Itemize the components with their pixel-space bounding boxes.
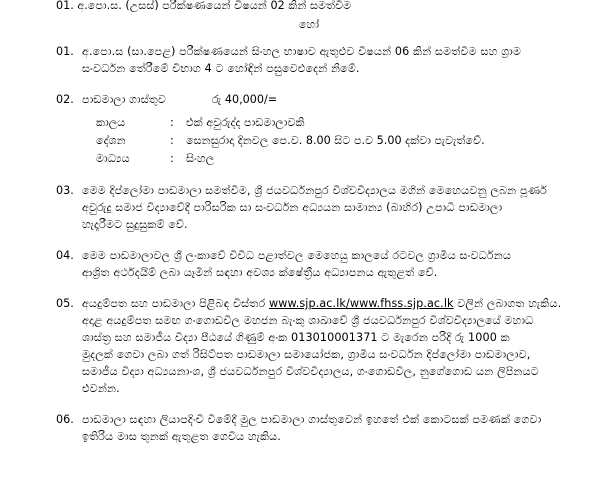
clause-04-line-2: ආශ්‍රිත අර්ථදයිම් ලබා යෑමින් සඳහා අවශ්‍ය ක්ෂේත්‍රීය අධ්‍යාපනය ඇතුළත් වේ. [82, 266, 438, 279]
clause-05-line-4: මුදලක් ගෙවා ලබා ගත් රිසිට්පත පාඩමාලා සමායෝජක, ග්‍රාමීය සංවර්ධන දිප්ලෝමා පාඩමාලාව, [82, 348, 531, 361]
clause-03-number: 03. [56, 184, 74, 197]
table-row [96, 132, 485, 150]
clause-03 [56, 182, 562, 233]
clause-04 [56, 247, 562, 281]
clause-06-line-2: ඉතිරිය මාස තුනක් ඇතුළත ගෙවිය හැකිය. [82, 430, 281, 443]
clause-01-line-1: අ.පො.ස (සා.පෙළ) පරීක්ෂණයෙන් සිංහල භාෂාව ඇතුළුව විෂයන් 06 කින් සමත්වීම සහ ග්‍රාම [82, 45, 522, 58]
clause-01-text [82, 43, 562, 77]
clause-01-line-2: සංවර්ධන තේරීමේ විභාග 4 ට හෝඳින් පසුවෙළුදෙන් නිමේ. [82, 62, 360, 75]
clause-06-line-1: පාඩමාලා සඳහා ලියාපදිංචි වීමේදී මුල පාඩමාලා ගාස්තුවෙන් ඉහතේ එක් කොටසක් පමණක් ගෙවා [82, 413, 542, 426]
course-fee-amount: 40,000/= [224, 93, 278, 106]
clause-03-line-3: හැදෑරීමට සුදුසුකම් වේ. [82, 218, 188, 231]
detail-key-lectures: දේශන [96, 134, 126, 147]
course-details-table [96, 114, 485, 168]
clause-02-text [82, 91, 562, 108]
detail-key-medium: මාධ්‍යය [96, 152, 130, 165]
detail-value-duration: එක් අවුරුද්ද පාඩමාලාවකි [186, 116, 305, 129]
table-row [96, 114, 485, 132]
clause-04-line-1: මෙම පාඩමාලාවල ශ්‍රී ලංකාවේ විවිධ පළාත්වල මෙහෙයු කාලයේ රටවල ග්‍රාමීය සංවර්ධනය [82, 249, 512, 262]
clause-05 [56, 295, 562, 397]
clause-06 [56, 411, 562, 445]
course-fee-row [82, 91, 562, 108]
website-link[interactable]: www.sjp.ac.lk/www.fhss.sjp.ac.lk [268, 297, 454, 310]
course-fee-label: පාඩමාලා ගාස්තුව [82, 93, 166, 106]
clause-05-line-2: අදාළ අයදුම්පත සමඟ ගංගොඩවිල මහජන බැංකු ශාඛාවේ ශ්‍රී ජයවර්ධනපුර විශ්වවිද්‍යාලයේ මහාධ [82, 314, 534, 327]
detail-colon-medium: : [170, 152, 174, 165]
clause-05-line-5: සමාජීය විද්‍යා අධ්‍යයනාංශ, ශ්‍රී ජයවර්ධනපුර විශ්වවිද්‍යාලය, ගංගොඩවිල, නුගේගොඩ යන ලිපිනයට [82, 365, 539, 378]
table-row [96, 150, 485, 168]
currency-label: රු [211, 93, 222, 106]
clause-06-number: 06. [56, 413, 74, 426]
detail-colon-duration: : [170, 116, 174, 129]
clause-05-number: 05. [56, 297, 74, 310]
clause-05-line-1-prefix: අයදුම්පත සහ පාඩමාලා පිළිබඳ විස්තර [82, 297, 269, 310]
cropped-heading-line: 01. අ.පො.ස. (උසස්) පරීක්ෂණයෙන් විෂයන් 02 කින් සමත්වීම [56, 0, 352, 12]
detail-colon-lectures: : [170, 134, 174, 147]
clause-05-line-3: ශාස්ත්‍ර සහ සමාජීය විද්‍යා පීඨයේ ගිණුම් අංක 013010001371 ට මැරෙන පරිදි රු 1000 ක [82, 331, 510, 344]
alternative-conjunction: හෝ [298, 18, 320, 31]
detail-value-medium: සිංහල [186, 152, 215, 165]
clause-05-line-1-suffix: වලින් ලබාගත හැකිය. [453, 297, 562, 310]
clause-02-number: 02. [56, 93, 74, 106]
clause-03-text [82, 182, 562, 233]
clause-05-text [82, 295, 562, 397]
clause-04-text [82, 247, 562, 281]
clause-06-text [82, 411, 562, 445]
clause-02 [56, 91, 562, 108]
clause-01-number: 01. [56, 45, 74, 58]
clause-03-line-2: අවුරුදු සමාජ විද්‍යාවේදී පාරිසරික සා සංවර්ධන අධ්‍යයන සාමාන්‍ය (බාහිර) උපාධි පාඩමාලා [82, 201, 503, 214]
clause-01 [56, 43, 562, 77]
clause-05-line-1 [82, 295, 562, 312]
detail-value-lectures: සෙනසුරාදා දිනවල පෙ.ව. 8.00 සිට ප.ව 5.00 දක්වා පැවැත්වේ. [186, 134, 485, 147]
clause-03-line-1: මෙම දිප්ලෝමා පාඩමාලා සමත්වීම, ශ්‍රී ජයවර්ධනපුර විශ්වවිද්‍යාලය මගින් මෙහෙයවනු ලබන පූර්ණ [82, 184, 548, 197]
clause-05-line-6: එවන්න. [82, 382, 120, 395]
clause-04-number: 04. [56, 249, 74, 262]
detail-key-duration: කාලය [96, 116, 126, 129]
